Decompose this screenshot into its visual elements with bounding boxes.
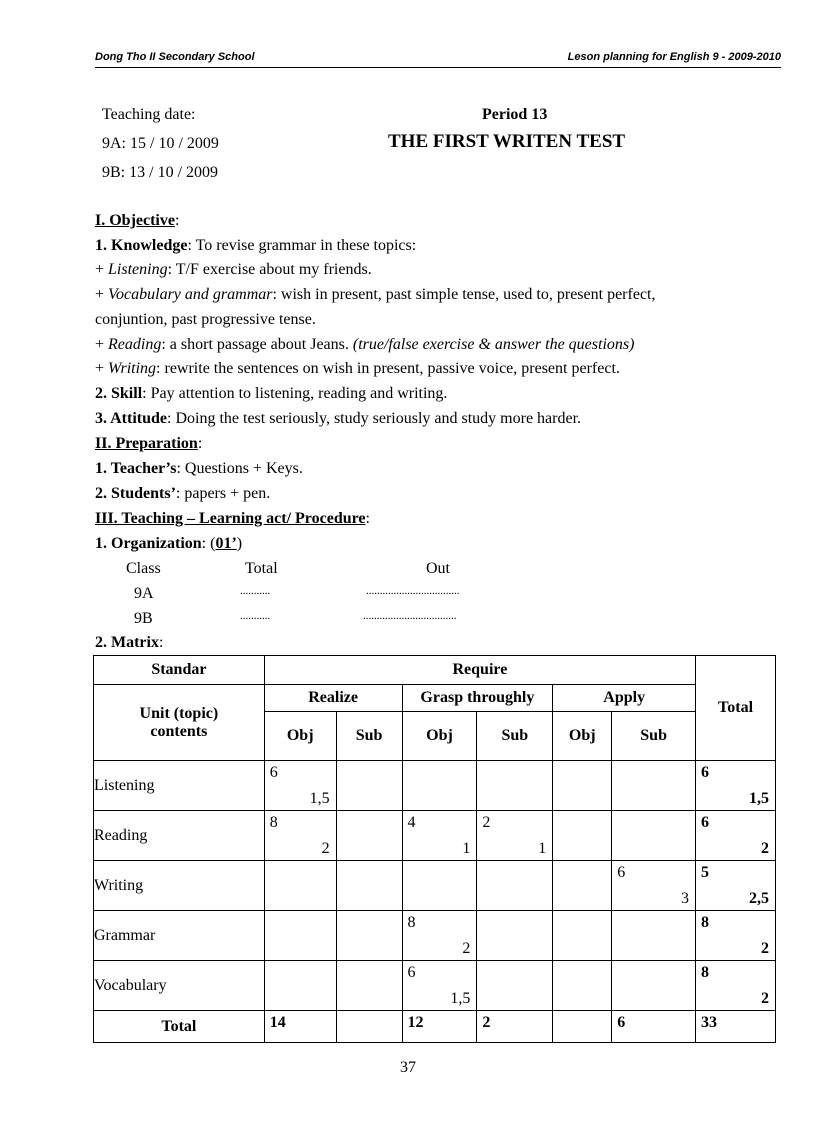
cell-realize-sub bbox=[336, 961, 402, 1011]
cell-total bbox=[696, 761, 776, 811]
cell-realize-obj bbox=[264, 861, 336, 911]
listening-line: + Listening: T/F exercise about my friends. bbox=[95, 261, 372, 278]
cell-apply-sub bbox=[612, 811, 696, 861]
cell-realize-sub bbox=[336, 911, 402, 961]
cell-total bbox=[696, 961, 776, 1011]
students-line: 2. Students’: papers + pen. bbox=[95, 485, 271, 502]
cell-value-bottom: 1,5 bbox=[749, 789, 769, 807]
cell-apply-obj bbox=[553, 761, 612, 811]
total-apply-obj bbox=[553, 1011, 612, 1043]
cell-grasp-sub bbox=[477, 911, 553, 961]
cell-realize-sub bbox=[336, 761, 402, 811]
cell-value-top: 5 bbox=[701, 863, 710, 881]
teacher-line: 1. Teacher’s: Questions + Keys. bbox=[95, 460, 303, 477]
apply-obj-header: Obj bbox=[553, 712, 612, 761]
knowledge-line: 1. Knowledge: To revise grammar in these topics: bbox=[95, 237, 417, 254]
page-number: 37 bbox=[400, 1059, 416, 1076]
unit-name: Grammar bbox=[94, 911, 265, 961]
cell-value-bottom: 1 bbox=[462, 839, 471, 857]
writing-line: + Writing: rewrite the sentences on wish in present, passive voice, present perfect. bbox=[95, 360, 620, 377]
cell-value-bottom: 2 bbox=[462, 939, 471, 957]
attitude-line: 3. Attitude: Doing the test seriously, study seriously and study more harder. bbox=[95, 410, 582, 427]
standar-header: Standar bbox=[94, 656, 265, 685]
total-header: Total bbox=[245, 560, 278, 577]
cell-total bbox=[696, 861, 776, 911]
matrix-table bbox=[93, 655, 776, 1043]
total-apply-sub: 6 bbox=[612, 1011, 696, 1043]
cell-grasp-sub bbox=[477, 761, 553, 811]
cell-value-top: 2 bbox=[482, 813, 491, 831]
total-realize-sub bbox=[336, 1011, 402, 1043]
total-realize-obj: 14 bbox=[264, 1011, 336, 1043]
reading-line: + Reading: a short passage about Jeans. (true/false exercise & answer the questions) bbox=[95, 336, 635, 353]
plan-title: Leson planning for English 9 - 2009-2010 bbox=[567, 51, 781, 63]
dots-9b-total: ........... bbox=[240, 610, 271, 622]
total-row-label: Total bbox=[94, 1011, 265, 1043]
cell-grasp-sub bbox=[477, 811, 553, 861]
teaching-date-label: Teaching date: bbox=[102, 106, 196, 123]
cell-apply-sub bbox=[612, 761, 696, 811]
cell-value-top: 8 bbox=[701, 963, 710, 981]
cell-apply-sub bbox=[612, 961, 696, 1011]
organization-line: 1. Organization: (01’) bbox=[95, 535, 243, 552]
class-9a: 9A bbox=[134, 585, 154, 602]
cell-realize-sub bbox=[336, 811, 402, 861]
class-header: Class bbox=[126, 560, 161, 577]
total-grasp-obj: 12 bbox=[402, 1011, 477, 1043]
matrix-label: 2. Matrix: bbox=[95, 634, 164, 651]
skill-line: 2. Skill: Pay attention to listening, reading and writing. bbox=[95, 385, 448, 402]
cell-grasp-obj bbox=[402, 761, 477, 811]
preparation-heading: II. Preparation: bbox=[95, 435, 203, 452]
cell-value-top: 8 bbox=[407, 913, 416, 931]
school-name: Dong Tho II Secondary School bbox=[95, 51, 255, 63]
cell-grasp-obj bbox=[402, 961, 477, 1011]
cell-grasp-obj bbox=[402, 911, 477, 961]
matrix-row bbox=[94, 911, 776, 961]
cell-realize-sub bbox=[336, 861, 402, 911]
unit-name: Reading bbox=[94, 811, 265, 861]
cell-value-bottom: 3 bbox=[681, 889, 690, 907]
cell-grasp-obj bbox=[402, 811, 477, 861]
vocab-line: + Vocabulary and grammar: wish in present, past simple tense, used to, present perfect, bbox=[95, 286, 656, 303]
cell-value-bottom: 2 bbox=[321, 839, 330, 857]
cell-value-top: 4 bbox=[407, 813, 416, 831]
matrix-row bbox=[94, 761, 776, 811]
cell-realize-obj bbox=[264, 811, 336, 861]
cell-realize-obj bbox=[264, 761, 336, 811]
cell-value-top: 6 bbox=[617, 863, 626, 881]
cell-grasp-sub bbox=[477, 861, 553, 911]
cell-realize-obj bbox=[264, 911, 336, 961]
cell-value-bottom: 2 bbox=[761, 839, 769, 857]
cell-apply-obj bbox=[553, 961, 612, 1011]
out-header: Out bbox=[426, 560, 450, 577]
cell-apply-obj bbox=[553, 911, 612, 961]
realize-sub-header: Sub bbox=[336, 712, 402, 761]
matrix-row bbox=[94, 961, 776, 1011]
realize-obj-header: Obj bbox=[264, 712, 336, 761]
cell-grasp-sub bbox=[477, 961, 553, 1011]
cell-apply-obj bbox=[553, 861, 612, 911]
cell-value-top: 6 bbox=[269, 763, 278, 781]
total-overall: 33 bbox=[696, 1011, 776, 1043]
cell-total bbox=[696, 911, 776, 961]
apply-sub-header: Sub bbox=[612, 712, 696, 761]
cell-value-top: 8 bbox=[269, 813, 278, 831]
cell-apply-sub bbox=[612, 861, 696, 911]
dots-9a-total: ........... bbox=[240, 585, 271, 597]
cell-value-bottom: 2 bbox=[761, 939, 769, 957]
unit-name: Vocabulary bbox=[94, 961, 265, 1011]
cell-apply-obj bbox=[553, 811, 612, 861]
cell-value-bottom: 2,5 bbox=[749, 889, 769, 907]
cell-value-top: 6 bbox=[407, 963, 416, 981]
cell-value-bottom: 1,5 bbox=[309, 789, 330, 807]
matrix-row bbox=[94, 861, 776, 911]
require-header: Require bbox=[264, 656, 695, 685]
cell-total bbox=[696, 811, 776, 861]
page-header bbox=[95, 51, 781, 68]
unit-header: Unit (topic) contents bbox=[94, 685, 265, 761]
cell-value-top: 6 bbox=[701, 763, 710, 781]
grasp-sub-header: Sub bbox=[477, 712, 553, 761]
class-9b: 9B bbox=[134, 610, 153, 627]
realize-header: Realize bbox=[264, 685, 402, 712]
objective-heading: I. Objective: bbox=[95, 212, 180, 229]
cell-value-top: 8 bbox=[701, 913, 710, 931]
procedure-heading: III. Teaching – Learning act/ Procedure: bbox=[95, 510, 370, 527]
test-title: THE FIRST WRITEN TEST bbox=[388, 131, 626, 152]
cell-value-bottom: 2 bbox=[761, 989, 769, 1007]
total-grasp-sub: 2 bbox=[477, 1011, 553, 1043]
cell-apply-sub bbox=[612, 911, 696, 961]
date-9b: 9B: 13 / 10 / 2009 bbox=[102, 164, 219, 181]
cell-value-bottom: 1 bbox=[538, 839, 547, 857]
grasp-header: Grasp throughly bbox=[402, 685, 553, 712]
dots-9b-out: .................................. bbox=[363, 610, 457, 622]
apply-header: Apply bbox=[553, 685, 696, 712]
cell-grasp-obj bbox=[402, 861, 477, 911]
date-9a: 9A: 15 / 10 / 2009 bbox=[102, 135, 219, 152]
total-col-header: Total bbox=[696, 656, 776, 761]
cell-realize-obj bbox=[264, 961, 336, 1011]
cell-value-top: 6 bbox=[701, 813, 710, 831]
grasp-obj-header: Obj bbox=[402, 712, 477, 761]
matrix-row bbox=[94, 811, 776, 861]
vocab-line-2: conjuntion, past progressive tense. bbox=[95, 311, 316, 328]
unit-name: Listening bbox=[94, 761, 265, 811]
cell-value-bottom: 1,5 bbox=[450, 989, 471, 1007]
period-number: Period 13 bbox=[482, 106, 548, 123]
unit-name: Writing bbox=[94, 861, 265, 911]
dots-9a-out: .................................. bbox=[366, 585, 460, 597]
